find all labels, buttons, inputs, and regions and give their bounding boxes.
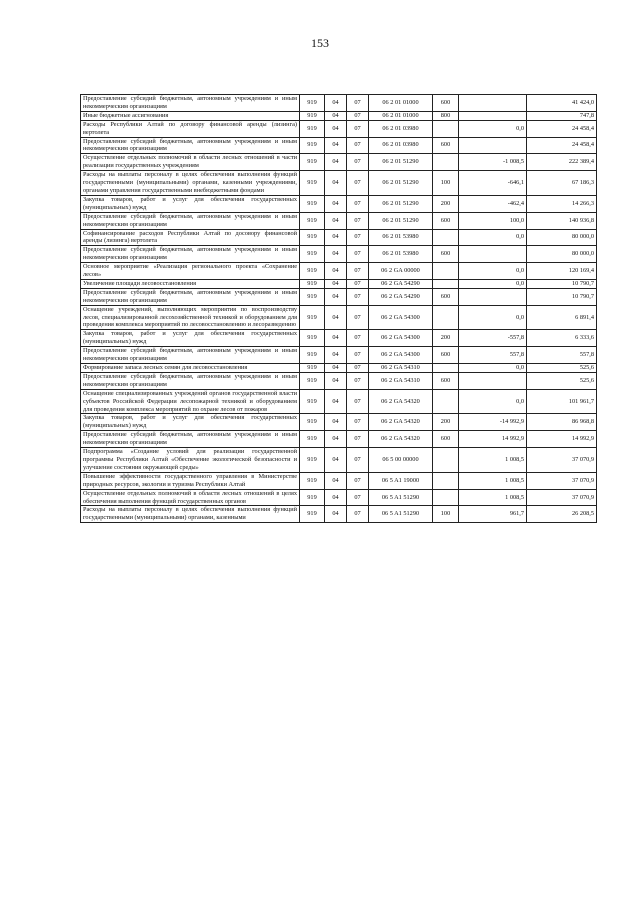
table-row (81, 414, 597, 431)
cell-section: 04 (325, 263, 347, 280)
table-row (81, 229, 597, 246)
cell-ministry-code: 919 (300, 448, 325, 473)
table-row (81, 137, 597, 154)
table-body (81, 95, 597, 523)
cell-description: Предоставление субсидий бюджетным, автономным учреждениям и иным некоммерческим организациям (81, 212, 300, 229)
cell-amount-change (459, 246, 527, 263)
cell-amount-total: 14 992,9 (527, 431, 597, 448)
cell-target-article: 06 2 01 51290 (369, 212, 433, 229)
cell-section: 04 (325, 120, 347, 137)
cell-subsection: 07 (347, 111, 369, 120)
cell-description: Закупка товаров, работ и услуг для обеспечения государственных (муниципальных) нужд (81, 330, 300, 347)
cell-amount-total: 10 790,7 (527, 279, 597, 288)
cell-description: Предоставление субсидий бюджетным, автономным учреждениям и иным некоммерческим организациям (81, 95, 300, 112)
cell-section: 04 (325, 506, 347, 523)
cell-amount-change (459, 372, 527, 389)
cell-section: 04 (325, 431, 347, 448)
cell-target-article: 06 2 GA 54290 (369, 279, 433, 288)
cell-target-article: 06 2 01 01000 (369, 95, 433, 112)
cell-amount-change (459, 111, 527, 120)
cell-amount-change: 1 008,5 (459, 448, 527, 473)
cell-expense-type: 600 (433, 288, 459, 305)
cell-description: Расходы на выплаты персоналу в целях обеспечения выполнения функций государственными (муниципальными) органами, казенными (81, 506, 300, 523)
cell-ministry-code: 919 (300, 171, 325, 196)
cell-section: 04 (325, 229, 347, 246)
cell-target-article: 06 2 01 51290 (369, 171, 433, 196)
cell-section: 04 (325, 171, 347, 196)
cell-subsection: 07 (347, 229, 369, 246)
cell-expense-type: 200 (433, 414, 459, 431)
cell-amount-total: 525,6 (527, 372, 597, 389)
cell-ministry-code: 919 (300, 95, 325, 112)
cell-expense-type (433, 120, 459, 137)
cell-target-article: 06 2 01 03980 (369, 137, 433, 154)
cell-target-article: 06 2 GA 54300 (369, 305, 433, 330)
cell-section: 04 (325, 347, 347, 364)
cell-amount-total: 747,8 (527, 111, 597, 120)
budget-table (80, 94, 597, 523)
cell-target-article: 06 2 GA 54300 (369, 330, 433, 347)
cell-ministry-code: 919 (300, 330, 325, 347)
cell-amount-total: 24 458,4 (527, 137, 597, 154)
cell-section: 04 (325, 372, 347, 389)
cell-target-article: 06 2 01 01000 (369, 111, 433, 120)
cell-section: 04 (325, 154, 347, 171)
cell-expense-type (433, 154, 459, 171)
cell-description: Предоставление субсидий бюджетным, автономным учреждениям и иным некоммерческим организациям (81, 431, 300, 448)
cell-subsection: 07 (347, 95, 369, 112)
cell-amount-change: 557,8 (459, 347, 527, 364)
cell-expense-type: 200 (433, 330, 459, 347)
cell-target-article: 06 2 GA 00000 (369, 263, 433, 280)
cell-section: 04 (325, 95, 347, 112)
cell-subsection: 07 (347, 364, 369, 373)
cell-description: Предоставление субсидий бюджетным, автономным учреждениям и иным некоммерческим организациям (81, 372, 300, 389)
cell-ministry-code: 919 (300, 137, 325, 154)
cell-section: 04 (325, 489, 347, 506)
cell-expense-type (433, 472, 459, 489)
cell-ministry-code: 919 (300, 305, 325, 330)
cell-amount-total: 6 333,6 (527, 330, 597, 347)
cell-amount-total: 86 968,8 (527, 414, 597, 431)
cell-description: Закупка товаров, работ и услуг для обеспечения государственных (муниципальных) нужд (81, 414, 300, 431)
cell-amount-change: 0,0 (459, 364, 527, 373)
cell-expense-type: 100 (433, 506, 459, 523)
cell-target-article: 06 2 01 53980 (369, 229, 433, 246)
cell-expense-type (433, 279, 459, 288)
cell-description: Расходы Республики Алтай по договору финансовой аренды (лизинга) вертолета (81, 120, 300, 137)
cell-target-article: 06 2 GA 54300 (369, 347, 433, 364)
cell-description: Основное мероприятие «Реализация регионального проекта «Сохранение лесов» (81, 263, 300, 280)
cell-amount-change (459, 95, 527, 112)
cell-ministry-code: 919 (300, 263, 325, 280)
table-row (81, 506, 597, 523)
cell-description: Увеличение площади лесовосстановления (81, 279, 300, 288)
table-row (81, 95, 597, 112)
cell-subsection: 07 (347, 154, 369, 171)
cell-amount-change: 14 992,9 (459, 431, 527, 448)
cell-section: 04 (325, 305, 347, 330)
cell-target-article: 06 2 01 51290 (369, 195, 433, 212)
cell-description: Иные бюджетные ассигнования (81, 111, 300, 120)
cell-subsection: 07 (347, 195, 369, 212)
table-row (81, 171, 597, 196)
cell-section: 04 (325, 364, 347, 373)
cell-amount-total: 24 458,4 (527, 120, 597, 137)
cell-subsection: 07 (347, 506, 369, 523)
cell-ministry-code: 919 (300, 506, 325, 523)
cell-amount-change (459, 137, 527, 154)
cell-section: 04 (325, 330, 347, 347)
cell-expense-type (433, 263, 459, 280)
cell-amount-change: -14 992,9 (459, 414, 527, 431)
cell-section: 04 (325, 389, 347, 414)
cell-expense-type: 600 (433, 212, 459, 229)
table-row (81, 263, 597, 280)
cell-section: 04 (325, 246, 347, 263)
cell-subsection: 07 (347, 212, 369, 229)
table-row (81, 212, 597, 229)
cell-target-article: 06 5 A1 19000 (369, 472, 433, 489)
cell-amount-total: 14 266,3 (527, 195, 597, 212)
page-number: 153 (311, 36, 329, 50)
cell-ministry-code: 919 (300, 389, 325, 414)
table-row (81, 154, 597, 171)
cell-subsection: 07 (347, 305, 369, 330)
cell-subsection: 07 (347, 137, 369, 154)
cell-subsection: 07 (347, 330, 369, 347)
cell-subsection: 07 (347, 372, 369, 389)
table-row (81, 111, 597, 120)
cell-expense-type: 800 (433, 111, 459, 120)
cell-amount-total: 557,8 (527, 347, 597, 364)
cell-description: Закупка товаров, работ и услуг для обеспечения государственных (муниципальных) нужд (81, 195, 300, 212)
cell-amount-change: 961,7 (459, 506, 527, 523)
cell-expense-type: 600 (433, 246, 459, 263)
cell-target-article: 06 2 GA 54320 (369, 414, 433, 431)
cell-description: Повышение эффективности государственного управления в Министерстве природных ресурсов, экологии и туризма Республики Алтай (81, 472, 300, 489)
cell-subsection: 07 (347, 414, 369, 431)
cell-amount-total: 37 070,9 (527, 472, 597, 489)
cell-expense-type (433, 389, 459, 414)
cell-subsection: 07 (347, 120, 369, 137)
table-row (81, 372, 597, 389)
cell-expense-type: 600 (433, 95, 459, 112)
cell-description: Предоставление субсидий бюджетным, автономным учреждениям и иным некоммерческим организациям (81, 137, 300, 154)
cell-expense-type (433, 448, 459, 473)
cell-expense-type: 200 (433, 195, 459, 212)
cell-amount-total: 120 169,4 (527, 263, 597, 280)
cell-subsection: 07 (347, 171, 369, 196)
cell-subsection: 07 (347, 279, 369, 288)
cell-expense-type: 600 (433, 431, 459, 448)
cell-ministry-code: 919 (300, 120, 325, 137)
cell-amount-total: 222 389,4 (527, 154, 597, 171)
cell-section: 04 (325, 195, 347, 212)
cell-amount-change: 0,0 (459, 229, 527, 246)
cell-amount-change (459, 288, 527, 305)
cell-ministry-code: 919 (300, 414, 325, 431)
cell-target-article: 06 2 GA 54310 (369, 372, 433, 389)
cell-target-article: 06 2 GA 54310 (369, 364, 433, 373)
cell-amount-total: 10 790,7 (527, 288, 597, 305)
cell-amount-change: 0,0 (459, 389, 527, 414)
cell-ministry-code: 919 (300, 372, 325, 389)
cell-expense-type (433, 364, 459, 373)
cell-amount-total: 6 891,4 (527, 305, 597, 330)
cell-amount-change: 1 008,5 (459, 472, 527, 489)
cell-amount-change: 1 008,5 (459, 489, 527, 506)
cell-subsection: 07 (347, 263, 369, 280)
table-row (81, 120, 597, 137)
table-row (81, 330, 597, 347)
cell-target-article: 06 2 01 03980 (369, 120, 433, 137)
cell-amount-change: -462,4 (459, 195, 527, 212)
cell-subsection: 07 (347, 347, 369, 364)
cell-ministry-code: 919 (300, 246, 325, 263)
cell-amount-total: 26 208,5 (527, 506, 597, 523)
cell-amount-total: 37 070,9 (527, 448, 597, 473)
cell-amount-change: -557,8 (459, 330, 527, 347)
cell-description: Осуществление отдельных полномочий в области лесных отношений в части реализации государственных учреждениям (81, 154, 300, 171)
cell-section: 04 (325, 288, 347, 305)
cell-amount-change: 0,0 (459, 263, 527, 280)
cell-subsection: 07 (347, 431, 369, 448)
cell-target-article: 06 5 A1 51290 (369, 489, 433, 506)
table-row (81, 246, 597, 263)
cell-section: 04 (325, 448, 347, 473)
cell-amount-change: 0,0 (459, 279, 527, 288)
cell-ministry-code: 919 (300, 279, 325, 288)
table-row (81, 347, 597, 364)
cell-amount-total: 67 186,3 (527, 171, 597, 196)
cell-subsection: 07 (347, 489, 369, 506)
cell-section: 04 (325, 414, 347, 431)
cell-target-article: 06 2 GA 54320 (369, 431, 433, 448)
cell-ministry-code: 919 (300, 111, 325, 120)
cell-section: 04 (325, 279, 347, 288)
cell-description: Софинансирование расходов Республики Алтай по досовору финансовой аренды (лизинга) вертолета (81, 229, 300, 246)
cell-section: 04 (325, 137, 347, 154)
cell-subsection: 07 (347, 448, 369, 473)
table-row (81, 489, 597, 506)
cell-description: Оснащение специализированных учреждений органов государственной власти субъектов Российской Федерации лесопожарной техникой и оборудованием для проведения комплекса мероприятий по охране лесов от пожаров (81, 389, 300, 414)
cell-description: Предоставление субсидий бюджетным, автономным учреждениям и иным некоммерческим организациям (81, 347, 300, 364)
cell-subsection: 07 (347, 389, 369, 414)
cell-amount-change: -646,1 (459, 171, 527, 196)
cell-ministry-code: 919 (300, 229, 325, 246)
cell-target-article: 06 2 01 51290 (369, 154, 433, 171)
cell-target-article: 06 5 A1 51290 (369, 506, 433, 523)
cell-subsection: 07 (347, 472, 369, 489)
table-row (81, 364, 597, 373)
cell-expense-type: 100 (433, 171, 459, 196)
table-row (81, 279, 597, 288)
cell-description: Предоставление субсидий бюджетным, автономным учреждениям и иным некоммерческим организациям (81, 288, 300, 305)
cell-section: 04 (325, 111, 347, 120)
table-row (81, 288, 597, 305)
cell-amount-total: 80 000,0 (527, 246, 597, 263)
cell-section: 04 (325, 212, 347, 229)
cell-amount-total: 41 424,0 (527, 95, 597, 112)
cell-ministry-code: 919 (300, 154, 325, 171)
cell-description: Оснащение учреждений, выполняющих мероприятия по воспроизводству лесов, специализированной лесохозяйственной техникой и оборудованием для проведения комплекса мероприятий по лесовосстановлению и лесоразведению (81, 305, 300, 330)
cell-description: Расходы на выплаты персоналу в целях обеспечения выполнения функций государственными (муниципальными) органами, казенными учреждениями, органами управления государственными внебюджетными фондами (81, 171, 300, 196)
cell-ministry-code: 919 (300, 472, 325, 489)
cell-ministry-code: 919 (300, 195, 325, 212)
cell-amount-total: 37 070,9 (527, 489, 597, 506)
cell-section: 04 (325, 472, 347, 489)
cell-ministry-code: 919 (300, 347, 325, 364)
cell-amount-change: -1 008,5 (459, 154, 527, 171)
cell-ministry-code: 919 (300, 431, 325, 448)
table-row (81, 195, 597, 212)
table-row (81, 305, 597, 330)
cell-description: Осуществление отдельных полномочий в области лесных отношений в целях обеспечения выполнения функций государственных органов (81, 489, 300, 506)
cell-amount-total: 80 000,0 (527, 229, 597, 246)
table-row (81, 448, 597, 473)
cell-amount-change: 0,0 (459, 305, 527, 330)
cell-expense-type: 600 (433, 372, 459, 389)
cell-target-article: 06 2 GA 54290 (369, 288, 433, 305)
table-row (81, 389, 597, 414)
cell-description: Предоставление субсидий бюджетным, автономным учреждениям и иным некоммерческим организациям (81, 246, 300, 263)
cell-ministry-code: 919 (300, 288, 325, 305)
cell-expense-type (433, 305, 459, 330)
cell-expense-type (433, 489, 459, 506)
cell-ministry-code: 919 (300, 212, 325, 229)
table-row (81, 472, 597, 489)
cell-description: Подпрограмма «Создание условий для реализации государственной программы Республики Алтай «Обеспечение экологической безопасности и улучшение состояния окружающей среды» (81, 448, 300, 473)
cell-description: Формирование запаса лесных семян для лесовосстановления (81, 364, 300, 373)
table-row (81, 431, 597, 448)
cell-amount-change: 100,0 (459, 212, 527, 229)
cell-amount-total: 525,6 (527, 364, 597, 373)
cell-target-article: 06 2 GA 54320 (369, 389, 433, 414)
cell-subsection: 07 (347, 288, 369, 305)
cell-ministry-code: 919 (300, 364, 325, 373)
cell-amount-total: 101 961,7 (527, 389, 597, 414)
cell-ministry-code: 919 (300, 489, 325, 506)
cell-target-article: 06 5 00 00000 (369, 448, 433, 473)
cell-subsection: 07 (347, 246, 369, 263)
cell-expense-type: 600 (433, 137, 459, 154)
cell-expense-type: 600 (433, 347, 459, 364)
cell-amount-change: 0,0 (459, 120, 527, 137)
cell-expense-type (433, 229, 459, 246)
cell-target-article: 06 2 01 53980 (369, 246, 433, 263)
cell-amount-total: 140 936,8 (527, 212, 597, 229)
